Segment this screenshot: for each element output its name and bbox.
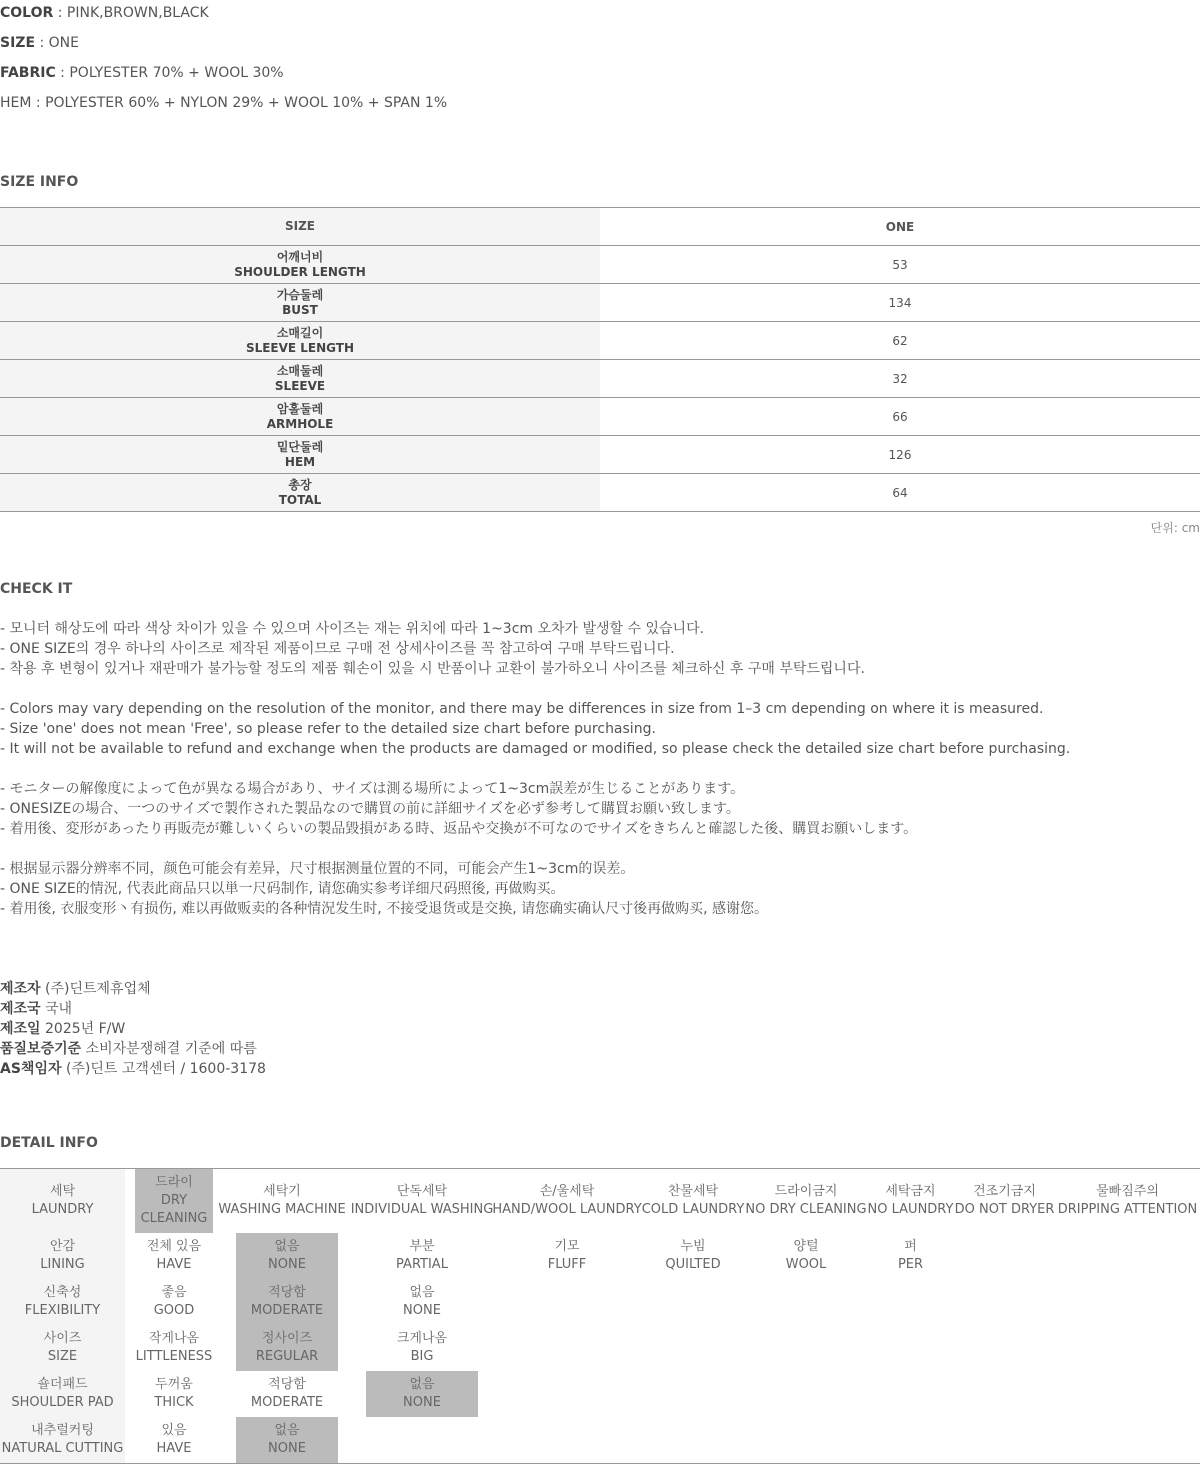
cell-ko: 부분 — [409, 1239, 435, 1254]
cell-ko: 좋음 — [161, 1285, 187, 1300]
laundry-option — [213, 1169, 351, 1233]
cell-en: PARTIAL — [396, 1257, 448, 1272]
detail-option — [135, 1279, 213, 1325]
manufacturer-value: 국내 — [40, 1001, 73, 1017]
cell-en: LINING — [40, 1257, 85, 1272]
cell-ko: 숄더패드 — [37, 1377, 88, 1392]
size-table — [0, 207, 1200, 512]
spec-line — [0, 93, 447, 113]
cell-en: REGULAR — [255, 1349, 319, 1364]
spec-key: FABRIC — [0, 65, 56, 81]
size-label-ko: 소매둘레 — [276, 363, 324, 378]
cell-en: HAND/WOOL LAUNDRY — [492, 1202, 642, 1217]
cell-en: NONE — [403, 1303, 441, 1318]
size-row-value: 53 — [600, 246, 1200, 284]
manufacturer-info — [0, 979, 266, 1079]
size-label-ko: 암홀둘레 — [276, 401, 324, 416]
cell-en: SIZE — [47, 1349, 78, 1364]
size-row-value: 134 — [600, 284, 1200, 322]
check-note-line: - ONE SIZE의 경우 하나의 사이즈로 제작된 제품이므로 구매 전 상세사이즈를 꼭 참고하여 구매 부탁드립니다. — [0, 641, 675, 657]
cell-en: NO LAUNDRY — [867, 1202, 954, 1217]
manufacturer-line — [0, 999, 266, 1019]
cell-en: NO DRY CLEANING — [745, 1202, 867, 1217]
check-note-line: - 根据显示器分辨率不同，颜色可能会有差异，尺寸根据测量位置的不同，可能会产生1~3cm的误差。 — [0, 861, 635, 877]
size-row-value: 126 — [600, 436, 1200, 474]
manufacturer-key: 제조일 — [0, 1021, 41, 1037]
spec-line — [0, 33, 79, 53]
cell-en: THICK — [154, 1395, 194, 1410]
detail-option — [366, 1233, 478, 1279]
cell-ko: 퍼 — [904, 1239, 917, 1254]
cell-en: CLEANING — [140, 1211, 208, 1226]
cell-en: FLEXIBILITY — [24, 1303, 101, 1318]
size-row — [0, 360, 1200, 398]
check-note-line: - Colors may vary depending on the resolution of the monitor, and there may be differences in size from 1–3 cm depending on where it is measured. — [0, 701, 1044, 717]
cell-en: NONE — [268, 1257, 306, 1272]
size-table-header-row — [0, 208, 1200, 246]
cell-ko: 세탁기 — [263, 1184, 301, 1199]
size-label-ko: 소매길이 — [276, 325, 324, 340]
manufacturer-line — [0, 1039, 266, 1059]
check-notes-japanese — [0, 779, 917, 839]
size-row-label — [0, 246, 600, 284]
size-row — [0, 246, 1200, 284]
cell-ko: 양털 — [793, 1239, 819, 1254]
cell-en: NONE — [268, 1441, 306, 1456]
check-note-line: - ONESIZEの場合、一つのサイズで製作された製品なので購買の前に詳細サイズを必ず参考して購買お願い致します。 — [0, 801, 740, 817]
size-row — [0, 322, 1200, 360]
cell-ko: 찬물세탁 — [667, 1184, 719, 1199]
cell-ko: 정사이즈 — [261, 1331, 313, 1346]
cell-ko: 있음 — [161, 1423, 187, 1438]
check-note-line: - 모니터 해상도에 따라 색상 차이가 있을 수 있으며 사이즈는 재는 위치에 따라 1~3cm 오차가 발생할 수 있습니다. — [0, 621, 705, 637]
spec-key: HEM — [0, 95, 32, 111]
size-row — [0, 284, 1200, 322]
manufacturer-line — [0, 979, 266, 999]
laundry-option — [1055, 1169, 1200, 1233]
manufacturer-key: 제조국 — [0, 1001, 41, 1017]
size-row-value: 64 — [600, 474, 1200, 512]
detail-option — [866, 1233, 955, 1279]
detail-option — [366, 1279, 478, 1325]
size-row-label — [0, 436, 600, 474]
size-row-label — [0, 284, 600, 322]
detail-row-head — [0, 1417, 125, 1463]
detail-option — [236, 1233, 338, 1279]
size-label-ko: 어깨너비 — [276, 249, 324, 264]
check-note-line: - It will not be available to refund and exchange when the products are damaged or modified, so please check the detailed size chart before purchasing. — [0, 741, 1071, 757]
size-row-value: 66 — [600, 398, 1200, 436]
check-note-line: - モニターの解像度によって色が異なる場合があり、サイズは測る場所によって1~3cm誤差が生じることがあります。 — [0, 781, 745, 797]
spec-value: : PINK,BROWN,BLACK — [53, 5, 209, 21]
detail-option — [236, 1325, 338, 1371]
size-label-en: SHOULDER LENGTH — [234, 264, 366, 279]
size-row-label — [0, 322, 600, 360]
cell-ko: 적당함 — [268, 1377, 306, 1392]
size-label-en: BUST — [282, 302, 318, 317]
cell-en: GOOD — [153, 1303, 195, 1318]
check-note-line: - ONE SIZE的情況, 代表此商品只以単一尺码制作, 请您确实参考详细尺码照後, 再做购买。 — [0, 881, 565, 897]
laundry-option — [954, 1169, 1055, 1233]
size-label-en: ARMHOLE — [266, 416, 334, 431]
size-label-ko: 밑단둘레 — [276, 439, 324, 454]
manufacturer-line — [0, 1059, 266, 1079]
cell-ko: 세탁 — [49, 1184, 76, 1199]
laundry-option — [493, 1169, 641, 1233]
spec-line — [0, 63, 284, 83]
manufacturer-value: 2025년 F/W — [40, 1021, 126, 1037]
manufacturer-key: 제조자 — [0, 981, 41, 997]
cell-en: FLUFF — [547, 1257, 587, 1272]
cell-en: MODERATE — [250, 1303, 324, 1318]
size-label-en: TOTAL — [278, 492, 322, 507]
cell-en: BIG — [410, 1349, 434, 1364]
laundry-option — [351, 1169, 493, 1233]
spec-value: : ONE — [35, 35, 79, 51]
size-row — [0, 436, 1200, 474]
spec-key: SIZE — [0, 35, 36, 51]
cell-en: DRY — [160, 1193, 188, 1208]
size-label-en: HEM — [284, 454, 316, 469]
cell-ko: 물빠짐주의 — [1096, 1184, 1159, 1199]
detail-option — [135, 1325, 213, 1371]
check-notes-chinese — [0, 859, 768, 919]
size-label-en: SLEEVE — [274, 378, 326, 393]
spec-line — [0, 3, 209, 23]
cell-en: SHOULDER PAD — [11, 1395, 114, 1410]
check-note-line: - 着用後, 衣服变形丶有损伤, 难以再做贩卖的各种情況发生时, 不接受退货或是交换, 请您确实确认尺寸後再做购买, 感谢您。 — [0, 901, 769, 917]
cell-ko: 드라이금지 — [774, 1184, 838, 1199]
size-label-en: SLEEVE LENGTH — [245, 340, 355, 355]
detail-option — [746, 1233, 866, 1279]
cell-ko: 없음 — [409, 1377, 435, 1392]
manufacturer-line — [0, 1019, 266, 1039]
spec-value: : POLYESTER 60% + NYLON 29% + WOOL 10% + SPAN 1% — [31, 95, 448, 111]
cell-ko: 없음 — [409, 1285, 435, 1300]
detail-option — [366, 1325, 478, 1371]
cell-en: WOOL — [785, 1257, 827, 1272]
size-row-value: 62 — [600, 322, 1200, 360]
laundry-option — [641, 1169, 745, 1233]
manufacturer-value: 소비자분쟁해결 기준에 따름 — [81, 1041, 257, 1057]
cell-en: COLD LAUNDRY — [641, 1202, 745, 1217]
detail-option — [135, 1233, 213, 1279]
detail-row-head — [0, 1279, 125, 1325]
cell-ko: 없음 — [274, 1423, 300, 1438]
cell-ko: 손/울세탁 — [539, 1184, 595, 1199]
size-row-value: 32 — [600, 360, 1200, 398]
detail-option — [236, 1371, 338, 1417]
cell-ko: 안감 — [49, 1239, 76, 1254]
detail-option — [528, 1233, 606, 1279]
detail-option — [236, 1279, 338, 1325]
manufacturer-key: 품질보증기준 — [0, 1041, 82, 1057]
detail-option — [135, 1371, 213, 1417]
detail-row-head — [0, 1169, 125, 1233]
cell-ko: 건조기금지 — [973, 1184, 1036, 1199]
cell-en: HAVE — [156, 1257, 192, 1272]
cell-en: DRIPPING ATTENTION — [1057, 1202, 1198, 1217]
detail-row-head — [0, 1233, 125, 1279]
cell-en: NATURAL CUTTING — [1, 1441, 124, 1456]
check-note-line: - 着用後、変形があったり再販売が難しいくらいの製品毀損がある時、返品や交換が不可なのでサイズをきちんと確認した後、購買お願いします。 — [0, 821, 918, 837]
check-notes-english — [0, 699, 1070, 759]
size-header-value: ONE — [600, 208, 1200, 246]
check-note-line: - 착용 후 변형이 있거나 재판매가 불가능할 정도의 제품 훼손이 있을 시 반품이나 교환이 불가하오니 사이즈를 체크하신 후 구매 부탁드립니다. — [0, 661, 865, 677]
cell-en: QUILTED — [665, 1257, 721, 1272]
cell-en: INDIVIDUAL WASHING — [350, 1202, 494, 1217]
detail-info-title: DETAIL INFO — [0, 1135, 98, 1151]
cell-ko: 두꺼움 — [155, 1377, 193, 1392]
cell-ko: 드라이 — [155, 1175, 193, 1190]
size-row-label — [0, 474, 600, 512]
cell-ko: 사이즈 — [43, 1331, 82, 1346]
cell-en: MODERATE — [250, 1395, 324, 1410]
detail-option — [135, 1417, 213, 1463]
cell-ko: 적당함 — [268, 1285, 306, 1300]
detail-option — [366, 1371, 478, 1417]
cell-en: LAUNDRY — [31, 1202, 94, 1217]
cell-ko: 내추럴커팅 — [31, 1423, 94, 1438]
cell-en: DO NOT DRYER — [954, 1202, 1055, 1217]
cell-ko: 세탁금지 — [885, 1184, 936, 1199]
spec-value: : POLYESTER 70% + WOOL 30% — [55, 65, 284, 81]
cell-en: LITTLENESS — [135, 1349, 213, 1364]
laundry-option — [135, 1169, 213, 1233]
unit-label: 단위: cm — [1150, 521, 1200, 535]
cell-ko: 신축성 — [43, 1285, 82, 1300]
cell-ko: 기모 — [554, 1239, 580, 1254]
laundry-option — [867, 1169, 954, 1233]
size-info-title: SIZE INFO — [0, 174, 79, 190]
size-label-ko: 가슴둘레 — [276, 287, 324, 302]
size-row — [0, 474, 1200, 512]
detail-row-head — [0, 1325, 125, 1371]
cell-en: HAVE — [156, 1441, 192, 1456]
size-label-ko: 총장 — [288, 477, 312, 492]
size-row — [0, 398, 1200, 436]
cell-ko: 크게나옴 — [396, 1331, 448, 1346]
check-notes-korean — [0, 619, 865, 679]
detail-option — [640, 1233, 746, 1279]
manufacturer-key: AS책임자 — [0, 1061, 62, 1077]
size-row-label — [0, 360, 600, 398]
detail-row-head — [0, 1371, 125, 1417]
laundry-option — [745, 1169, 867, 1233]
check-it-title: CHECK IT — [0, 581, 73, 597]
cell-en: PER — [897, 1257, 924, 1272]
cell-ko: 작게나옴 — [148, 1331, 200, 1346]
size-header-label: SIZE — [0, 208, 600, 246]
detail-option — [236, 1417, 338, 1463]
cell-en: NONE — [403, 1395, 441, 1410]
cell-ko: 단독세탁 — [396, 1184, 448, 1199]
size-row-label — [0, 398, 600, 436]
cell-ko: 없음 — [274, 1239, 300, 1254]
cell-ko: 전체 있음 — [146, 1239, 202, 1254]
manufacturer-value: (주)딘트 고객센터 / 1600-3178 — [61, 1061, 266, 1077]
cell-ko: 누빔 — [680, 1239, 706, 1254]
spec-key: COLOR — [0, 5, 54, 21]
check-note-line: - Size 'one' does not mean 'Free', so please refer to the detailed size chart before purchasing. — [0, 721, 656, 737]
cell-en: WASHING MACHINE — [218, 1202, 346, 1217]
manufacturer-value: (주)딘트제휴업체 — [40, 981, 151, 997]
